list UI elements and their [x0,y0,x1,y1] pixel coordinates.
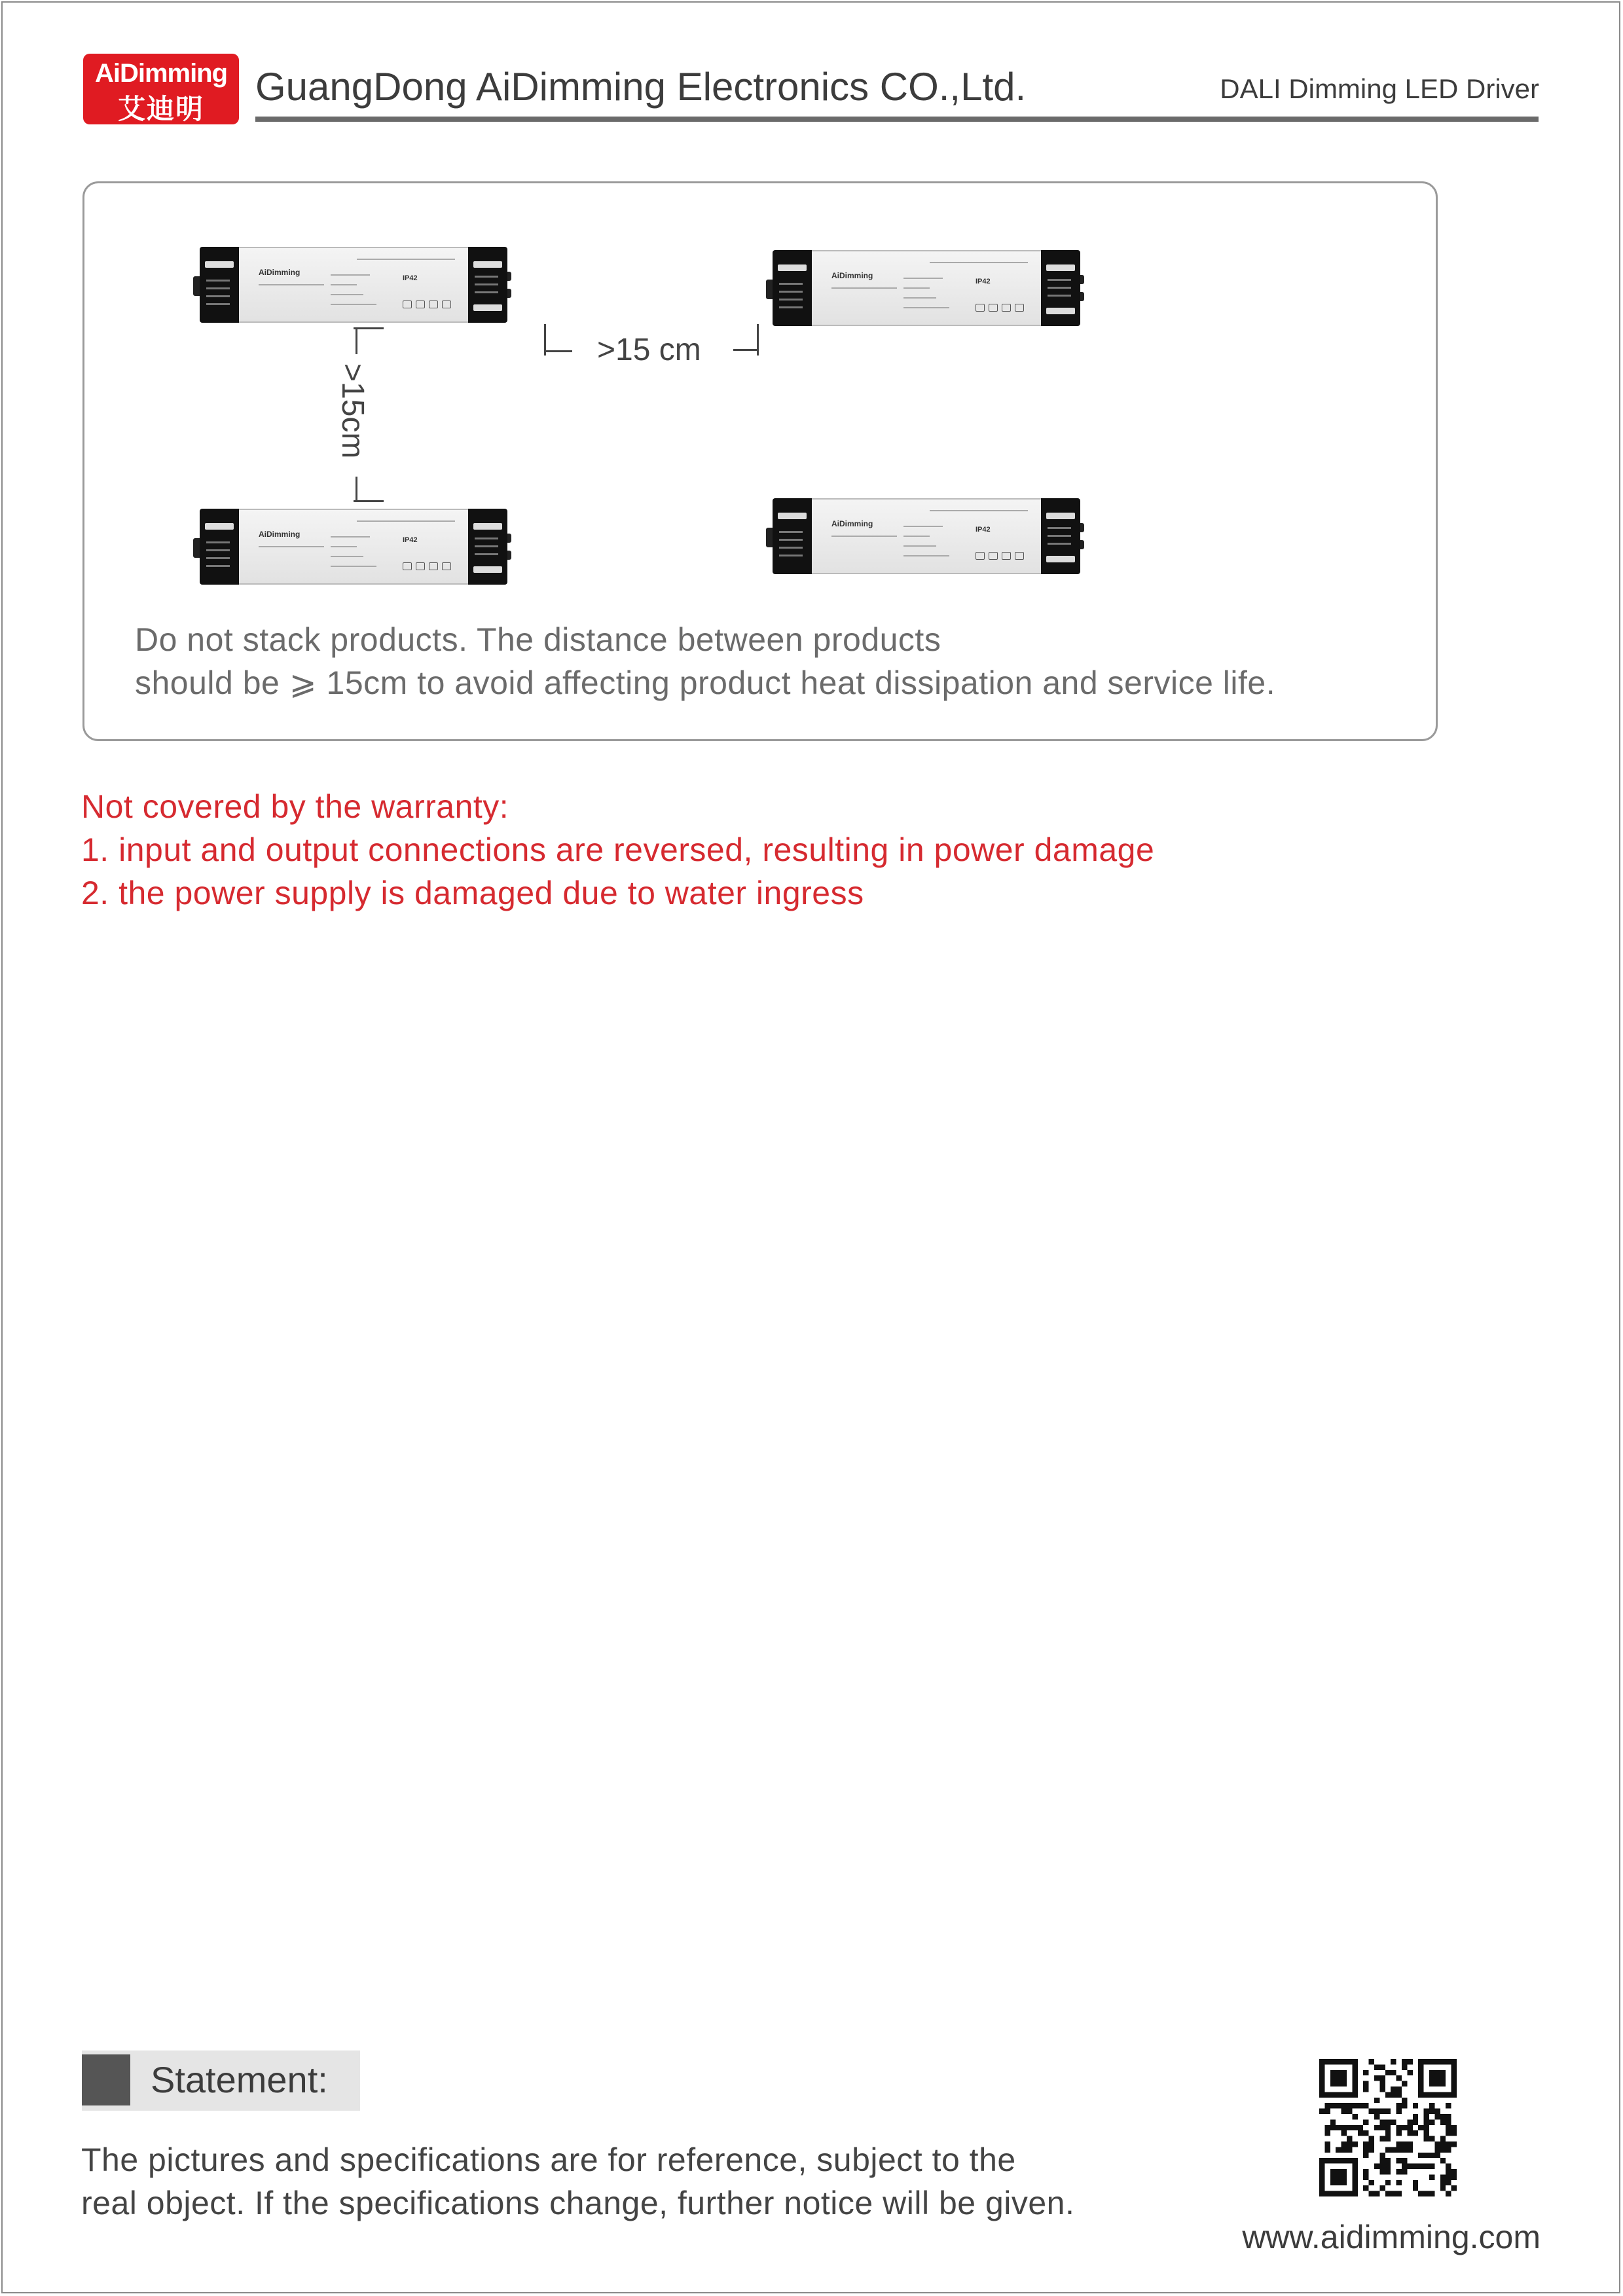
warranty-title: Not covered by the warranty: [81,788,509,825]
driver-rating-label: IP42 [976,278,991,285]
document-title: DALI Dimming LED Driver [1220,73,1539,104]
statement-title: Statement: [151,2059,328,2100]
vertical-gap-top-arrow [356,329,357,354]
horizontal-gap-left-arrow [546,350,572,352]
driver-rating-label: IP42 [976,526,991,534]
company-logo [83,54,239,124]
header-divider [255,117,1539,122]
horizontal-gap-label: >15 cm [597,333,701,367]
statement-heading [82,2050,360,2111]
website-link[interactable]: www.aidimming.com [1242,2219,1541,2255]
vertical-gap-bottom-arrow [356,477,357,501]
statement-line-2: real object. If the specifications change, further notice will be given. [81,2185,1075,2221]
driver-top-right [773,250,1080,326]
warranty-item-2: 2. the power supply is damaged due to water ingress [81,875,864,911]
figure-caption-line-1: Do not stack products. The distance between products [135,621,941,658]
driver-bottom-right [773,498,1080,574]
vertical-gap-top-tick [354,327,384,329]
driver-brand-label: AiDimming [259,268,301,277]
warranty-item-1: 1. input and output connections are reversed, resulting in power damage [81,831,1155,868]
horizontal-gap-right-tick [757,324,759,355]
driver-rating-label: IP42 [403,536,418,544]
statement-marker-icon [82,2054,130,2105]
vertical-gap-bottom-tick [354,500,384,502]
driver-bottom-left [200,509,507,585]
vertical-gap-label: >15cm [335,363,370,459]
driver-brand-label: AiDimming [259,530,301,539]
statement-line-1: The pictures and specifications are for reference, subject to the [81,2141,1016,2178]
driver-rating-label: IP42 [403,274,418,282]
driver-brand-label: AiDimming [831,271,873,280]
company-name: GuangDong AiDimming Electronics CO.,Ltd. [255,65,1027,109]
qr-code [1319,2059,1457,2196]
driver-brand-label: AiDimming [831,519,873,528]
logo-text-cn: 艾迪明 [117,94,204,124]
driver-top-left [200,247,507,323]
horizontal-gap-right-arrow [733,349,758,351]
figure-caption-line-2: should be ⩾ 15cm to avoid affecting product heat dissipation and service life. [135,665,1276,701]
logo-text-en: AiDimming [94,59,228,88]
